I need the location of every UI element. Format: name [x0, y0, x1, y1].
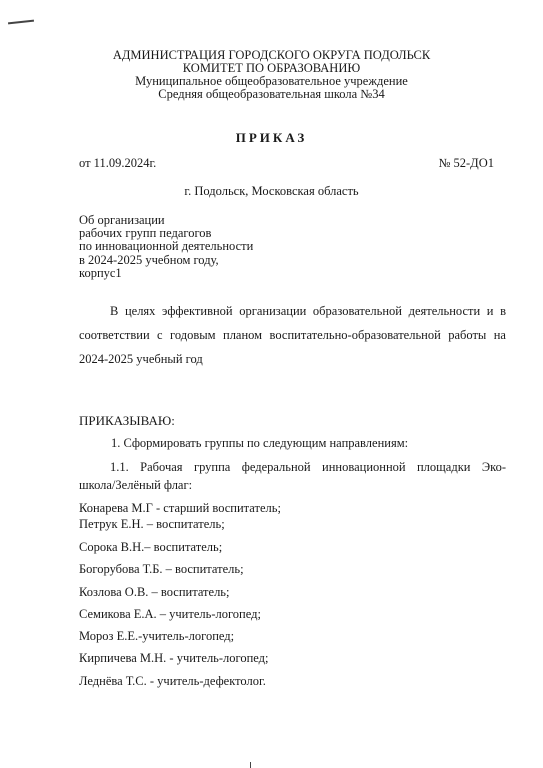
- member-row: Петрук Е.Н. – воспитатель;: [79, 517, 225, 531]
- subject-line: Об организации: [79, 213, 165, 227]
- member-row: Кирпичева М.Н. - учитель-логопед;: [79, 651, 269, 665]
- header-administration: АДМИНИСТРАЦИЯ ГОРОДСКОГО ОКРУГА ПОДОЛЬСК: [112, 48, 431, 62]
- order-number: № 52-ДО1: [438, 156, 494, 170]
- preamble-line: соответствии с годовым планом воспитательно-образовательной работы на: [79, 328, 506, 342]
- member-row: Козлова О.В. – воспитатель;: [79, 585, 230, 599]
- order-place: г. Подольск, Московская область: [184, 184, 359, 198]
- order-subject: [79, 214, 253, 280]
- order-item-1: 1. Сформировать группы по следующим направлениям:: [111, 436, 409, 450]
- preamble-line: 2024-2025 учебный год: [79, 352, 203, 366]
- preamble-line: В целях эффективной организации образовательной деятельности и в: [110, 304, 506, 318]
- order-directive: ПРИКАЗЫВАЮ:: [79, 413, 175, 428]
- order-item-1-1: [79, 458, 506, 494]
- member-row: Богорубова Т.Б. – воспитатель;: [79, 562, 244, 576]
- member-row: Леднёва Т.С. - учитель-дефектолог.: [79, 674, 266, 688]
- scan-mark-top-left: [8, 20, 34, 25]
- member-row: Сорока В.Н.– воспитатель;: [79, 540, 223, 554]
- header-institution-type: Муниципальное общеобразовательное учреждение: [135, 74, 408, 88]
- order-date: от 11.09.2024г.: [79, 156, 157, 170]
- header-committee: КОМИТЕТ ПО ОБРАЗОВАНИЮ: [182, 61, 361, 75]
- subject-line: корпус1: [79, 265, 122, 280]
- item-1-1-line: 1.1. Рабочая группа федеральной инновационной площадки Эко-: [110, 460, 506, 474]
- member-row: Мороз Е.Е.-учитель-логопед;: [79, 629, 235, 643]
- member-row: Семикова Е.А. – учитель-логопед;: [79, 607, 261, 621]
- header-school-name: Средняя общеобразовательная школа №34: [158, 87, 385, 101]
- document-title: ПРИКАЗ: [235, 130, 308, 145]
- scan-mark-bottom: [250, 762, 251, 768]
- subject-line: в 2024-2025 учебном году,: [79, 252, 219, 267]
- subject-line: рабочих групп педагогов: [79, 226, 212, 241]
- member-row: Конарева М.Г - старший воспитатель;: [79, 501, 281, 515]
- subject-line: по инновационной деятельности: [79, 239, 254, 254]
- item-1-1-line: школа/Зелёный флаг:: [79, 478, 193, 492]
- preamble-paragraph: [79, 299, 506, 371]
